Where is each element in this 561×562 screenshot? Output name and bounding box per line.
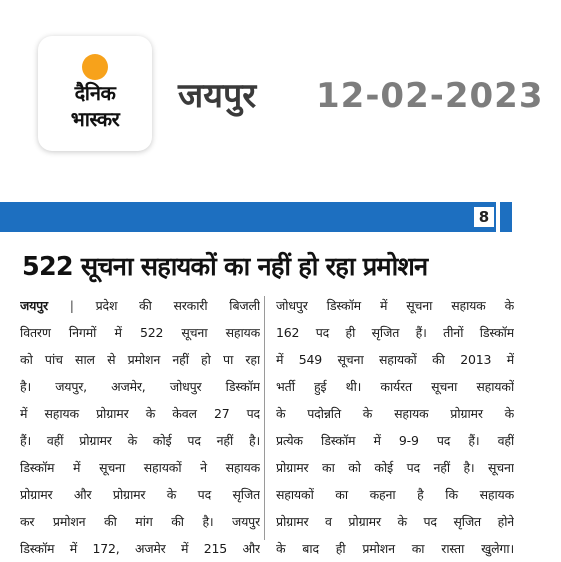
logo-text-line1: दैनिक xyxy=(74,81,116,105)
article-line: हैं। वहीं प्रोग्रामर के कोई पद नहीं है। xyxy=(20,433,260,448)
article-line: डिस्कॉम में 172, अजमेर में 215 और xyxy=(20,541,260,556)
article-line: में सहायक प्रोग्रामर के केवल 27 पद xyxy=(20,406,260,421)
page-number: 8 xyxy=(474,207,494,227)
header xyxy=(0,0,561,200)
article-line: प्रोग्रामर और प्रोग्रामर के पद सृजित xyxy=(20,487,260,502)
article-line: प्रोग्रामर का को कोई पद नहीं है। सूचना xyxy=(276,460,514,475)
article-line: में 549 सूचना सहायकों की 2013 में xyxy=(276,352,514,367)
article-line: है। जयपुर, अजमेर, जोधपुर डिस्कॉम xyxy=(20,379,260,394)
edition-date: 12-02-2023 xyxy=(316,76,544,116)
article-line: कर प्रमोशन की मांग की है। जयपुर xyxy=(20,514,260,529)
edition-city: जयपुर xyxy=(178,76,257,116)
article-line: को पांच साल से प्रमोशन नहीं हो पा रहा xyxy=(20,352,260,367)
dateline: जयपुर xyxy=(20,298,48,313)
sun-logo-icon xyxy=(82,54,108,80)
page-band xyxy=(0,202,496,232)
article-column-left xyxy=(20,292,260,562)
article-column-right xyxy=(276,292,514,562)
article-line-text: प्रदेश की सरकारी बिजली xyxy=(95,298,260,313)
article-headline: 522 सूचना सहायकों का नहीं हो रहा प्रमोशन xyxy=(22,252,428,282)
page-band-end xyxy=(500,202,512,232)
article-line: जोधपुर डिस्कॉम में सूचना सहायक के xyxy=(276,298,514,313)
article-line: भर्ती हुई थी। कार्यरत सूचना सहायकों xyxy=(276,379,514,394)
dainik-bhaskar-logo xyxy=(38,36,152,151)
article-line: डिस्कॉम में सूचना सहायकों ने सहायक xyxy=(20,460,260,475)
article-line xyxy=(20,292,260,319)
column-divider xyxy=(264,296,265,540)
article-line: प्रोग्रामर व प्रोग्रामर के पद सृजित होने xyxy=(276,514,514,529)
article-line: के पदोन्नति के सहायक प्रोग्रामर के xyxy=(276,406,514,421)
article-line: प्रत्येक डिस्कॉम में 9-9 पद हैं। वहीं xyxy=(276,433,514,448)
article-line: 162 पद ही सृजित हैं। तीनों डिस्कॉम xyxy=(276,325,514,340)
article-line: सहायकों का कहना है कि सहायक xyxy=(276,487,514,502)
article-line: वितरण निगमों में 522 सूचना सहायक xyxy=(20,325,260,340)
logo-text-line2: भास्कर xyxy=(70,107,120,131)
dateline-separator: | xyxy=(69,298,74,313)
article-line: के बाद ही प्रमोशन का रास्ता खुलेगा। xyxy=(276,541,514,556)
